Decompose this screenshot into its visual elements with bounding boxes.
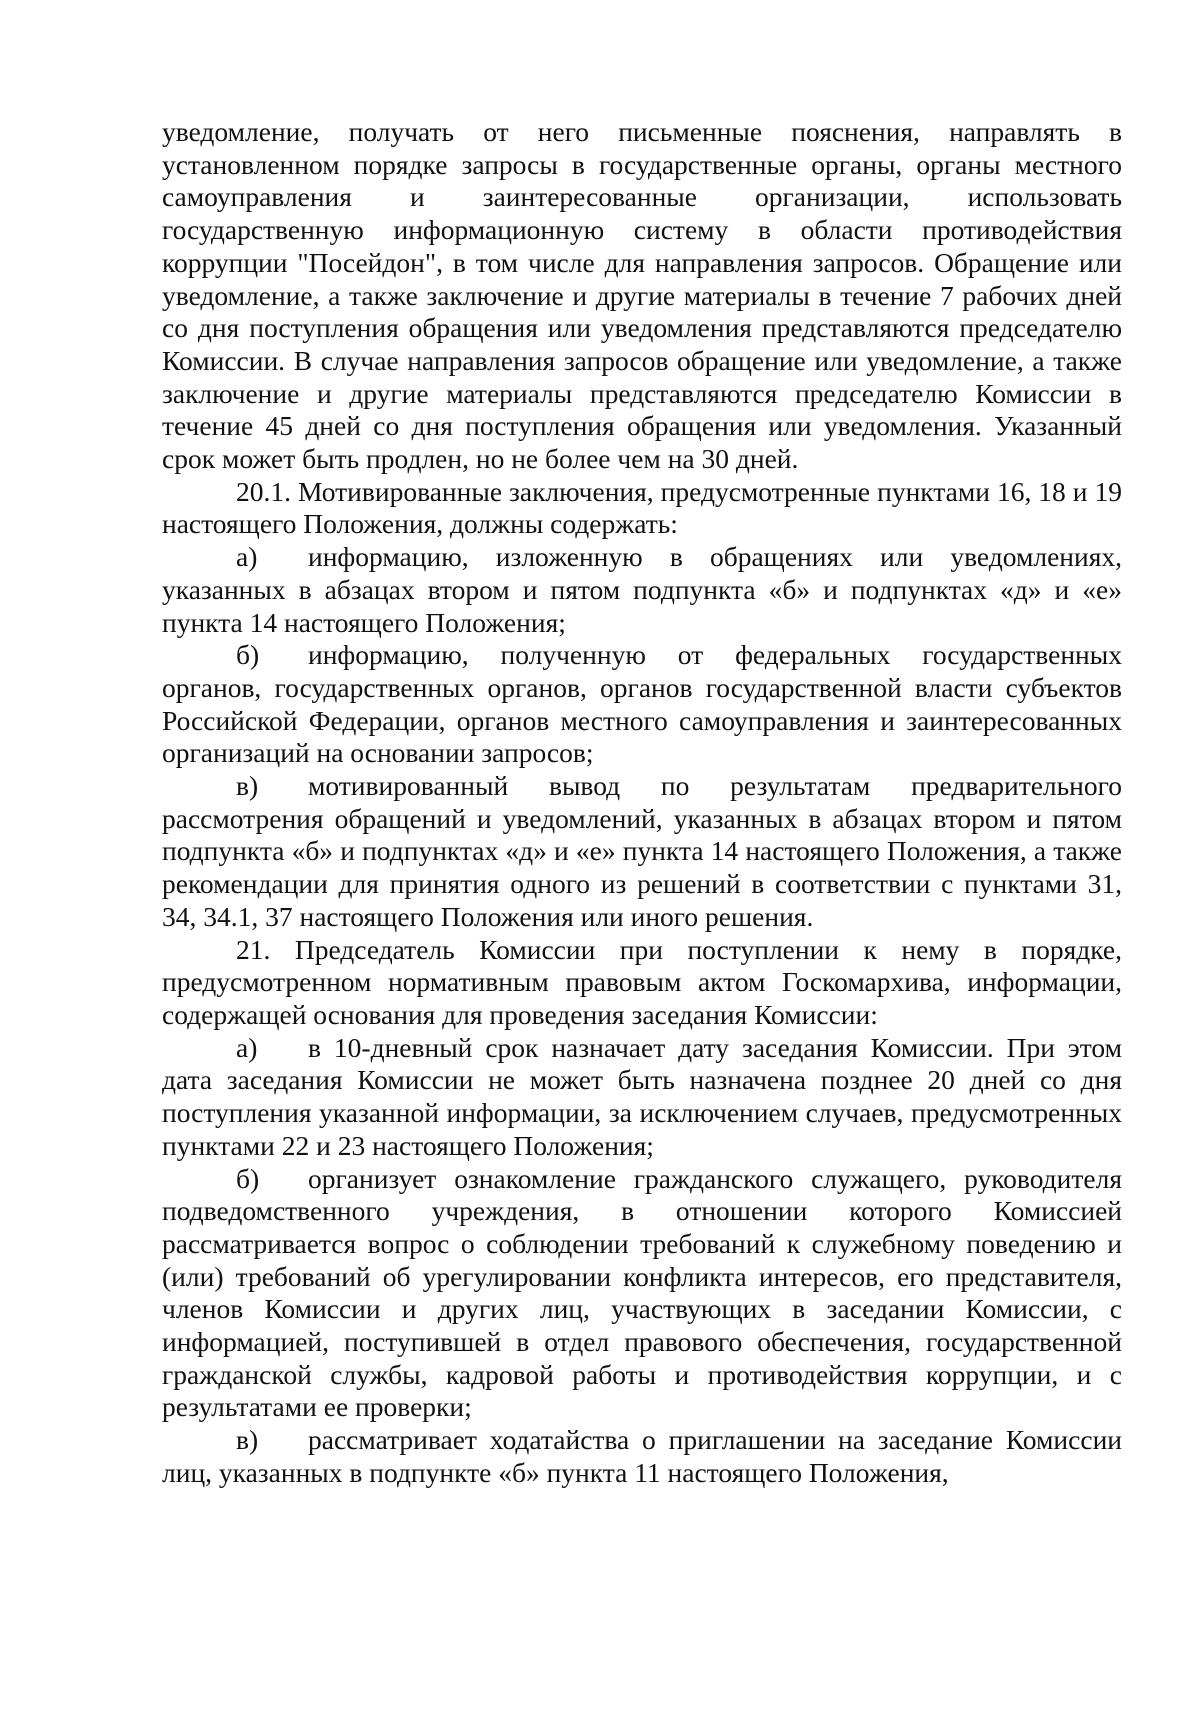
subitem-21-a	[162, 1032, 1122, 1163]
subitem-label: а)	[236, 1031, 258, 1063]
subitem-label: в)	[236, 1424, 259, 1456]
subitem-text: в 10-дневный срок назначает дату заседания Комиссии. При этом дата заседания Комиссии не может быть назначена позднее 20 дней со дня поступления указанной информации, за исключением случаев, предусмотренных пунктами 22 и 23 настоящего Положения;	[162, 1031, 1122, 1161]
paragraph-text: 21. Председатель Комиссии при поступлении к нему в порядке, предусмотренном нормативным правовым актом Госкомархива, информации, содержащей основания для проведения заседания Комиссии:	[162, 933, 1122, 1030]
paragraph-text: уведомление, получать от него письменные пояснения, направлять в установленном порядке запросы в государственные органы, органы местного самоуправления и заинтересованные организации, использовать государственную информационную систему в области противодействия коррупции "Посейдон", в том числе для направления запросов. Обращение или уведомление, а также заключение и другие материалы в течение 7 рабочих дней со дня поступления обращения или уведомления представляются председателю Комиссии. В случае направления запросов обращение или уведомление, а также заключение и другие материалы представляются председателю Комиссии в течение 45 дней со дня поступления обращения или уведомления. Указанный срок может быть продлен, но не более чем на 30 дней.	[162, 116, 1122, 475]
paragraph-continuation	[162, 116, 1122, 476]
subitem-label: в)	[236, 770, 259, 802]
subitem-20-1-a	[162, 541, 1122, 639]
paragraph-21	[162, 934, 1122, 1032]
subitem-text: информацию, полученную от федеральных государственных органов, государственных органов, органов государственной власти субъектов Российской Федерации, органов местного самоуправления и заинтересованных организаций на основании запросов;	[162, 639, 1122, 769]
subitem-text: мотивированный вывод по результатам предварительного рассмотрения обращений и уведомлений, указанных в абзацах втором и пятом подпункта «б» и подпунктах «д» и «е» пункта 14 настоящего Положения, а также рекомендации для принятия одного из решений в соответствии с пунктами 31, 34, 34.1, 37 настоящего Положения или иного решения.	[162, 770, 1122, 932]
subitem-21-v	[162, 1424, 1122, 1489]
subitem-label: б)	[236, 1162, 260, 1194]
subitem-text: информацию, изложенную в обращениях или уведомлениях, указанных в абзацах втором и пятом подпункта «б» и подпунктах «д» и «е» пункта 14 настоящего Положения;	[162, 541, 1122, 638]
subitem-text: организует ознакомление гражданского служащего, руководителя подведомственного учреждения, в отношении которого Комиссией рассматривается вопрос о соблюдении требований к служебному поведению и (или) требований об урегулировании конфликта интересов, его представителя, членов Комиссии и других лиц, участвующих в заседании Комиссии, с информацией, поступившей в отдел правового обеспечения, государственной гражданской службы, кадровой работы и противодействия коррупции, и с результатами ее проверки;	[162, 1162, 1122, 1423]
subitem-text: рассматривает ходатайства о приглашении на заседание Комиссии лиц, указанных в подпункте «б» пункта 11 настоящего Положения,	[162, 1424, 1122, 1488]
subitem-label: а)	[236, 541, 258, 573]
paragraph-text: 20.1. Мотивированные заключения, предусмотренные пунктами 16, 18 и 19 настоящего Положения, должны содержать:	[162, 475, 1122, 540]
subitem-20-1-v	[162, 770, 1122, 934]
paragraph-20-1	[162, 476, 1122, 541]
subitem-20-1-b	[162, 639, 1122, 770]
subitem-21-b	[162, 1163, 1122, 1425]
subitem-label: б)	[236, 639, 260, 671]
document-page	[162, 116, 1122, 1490]
